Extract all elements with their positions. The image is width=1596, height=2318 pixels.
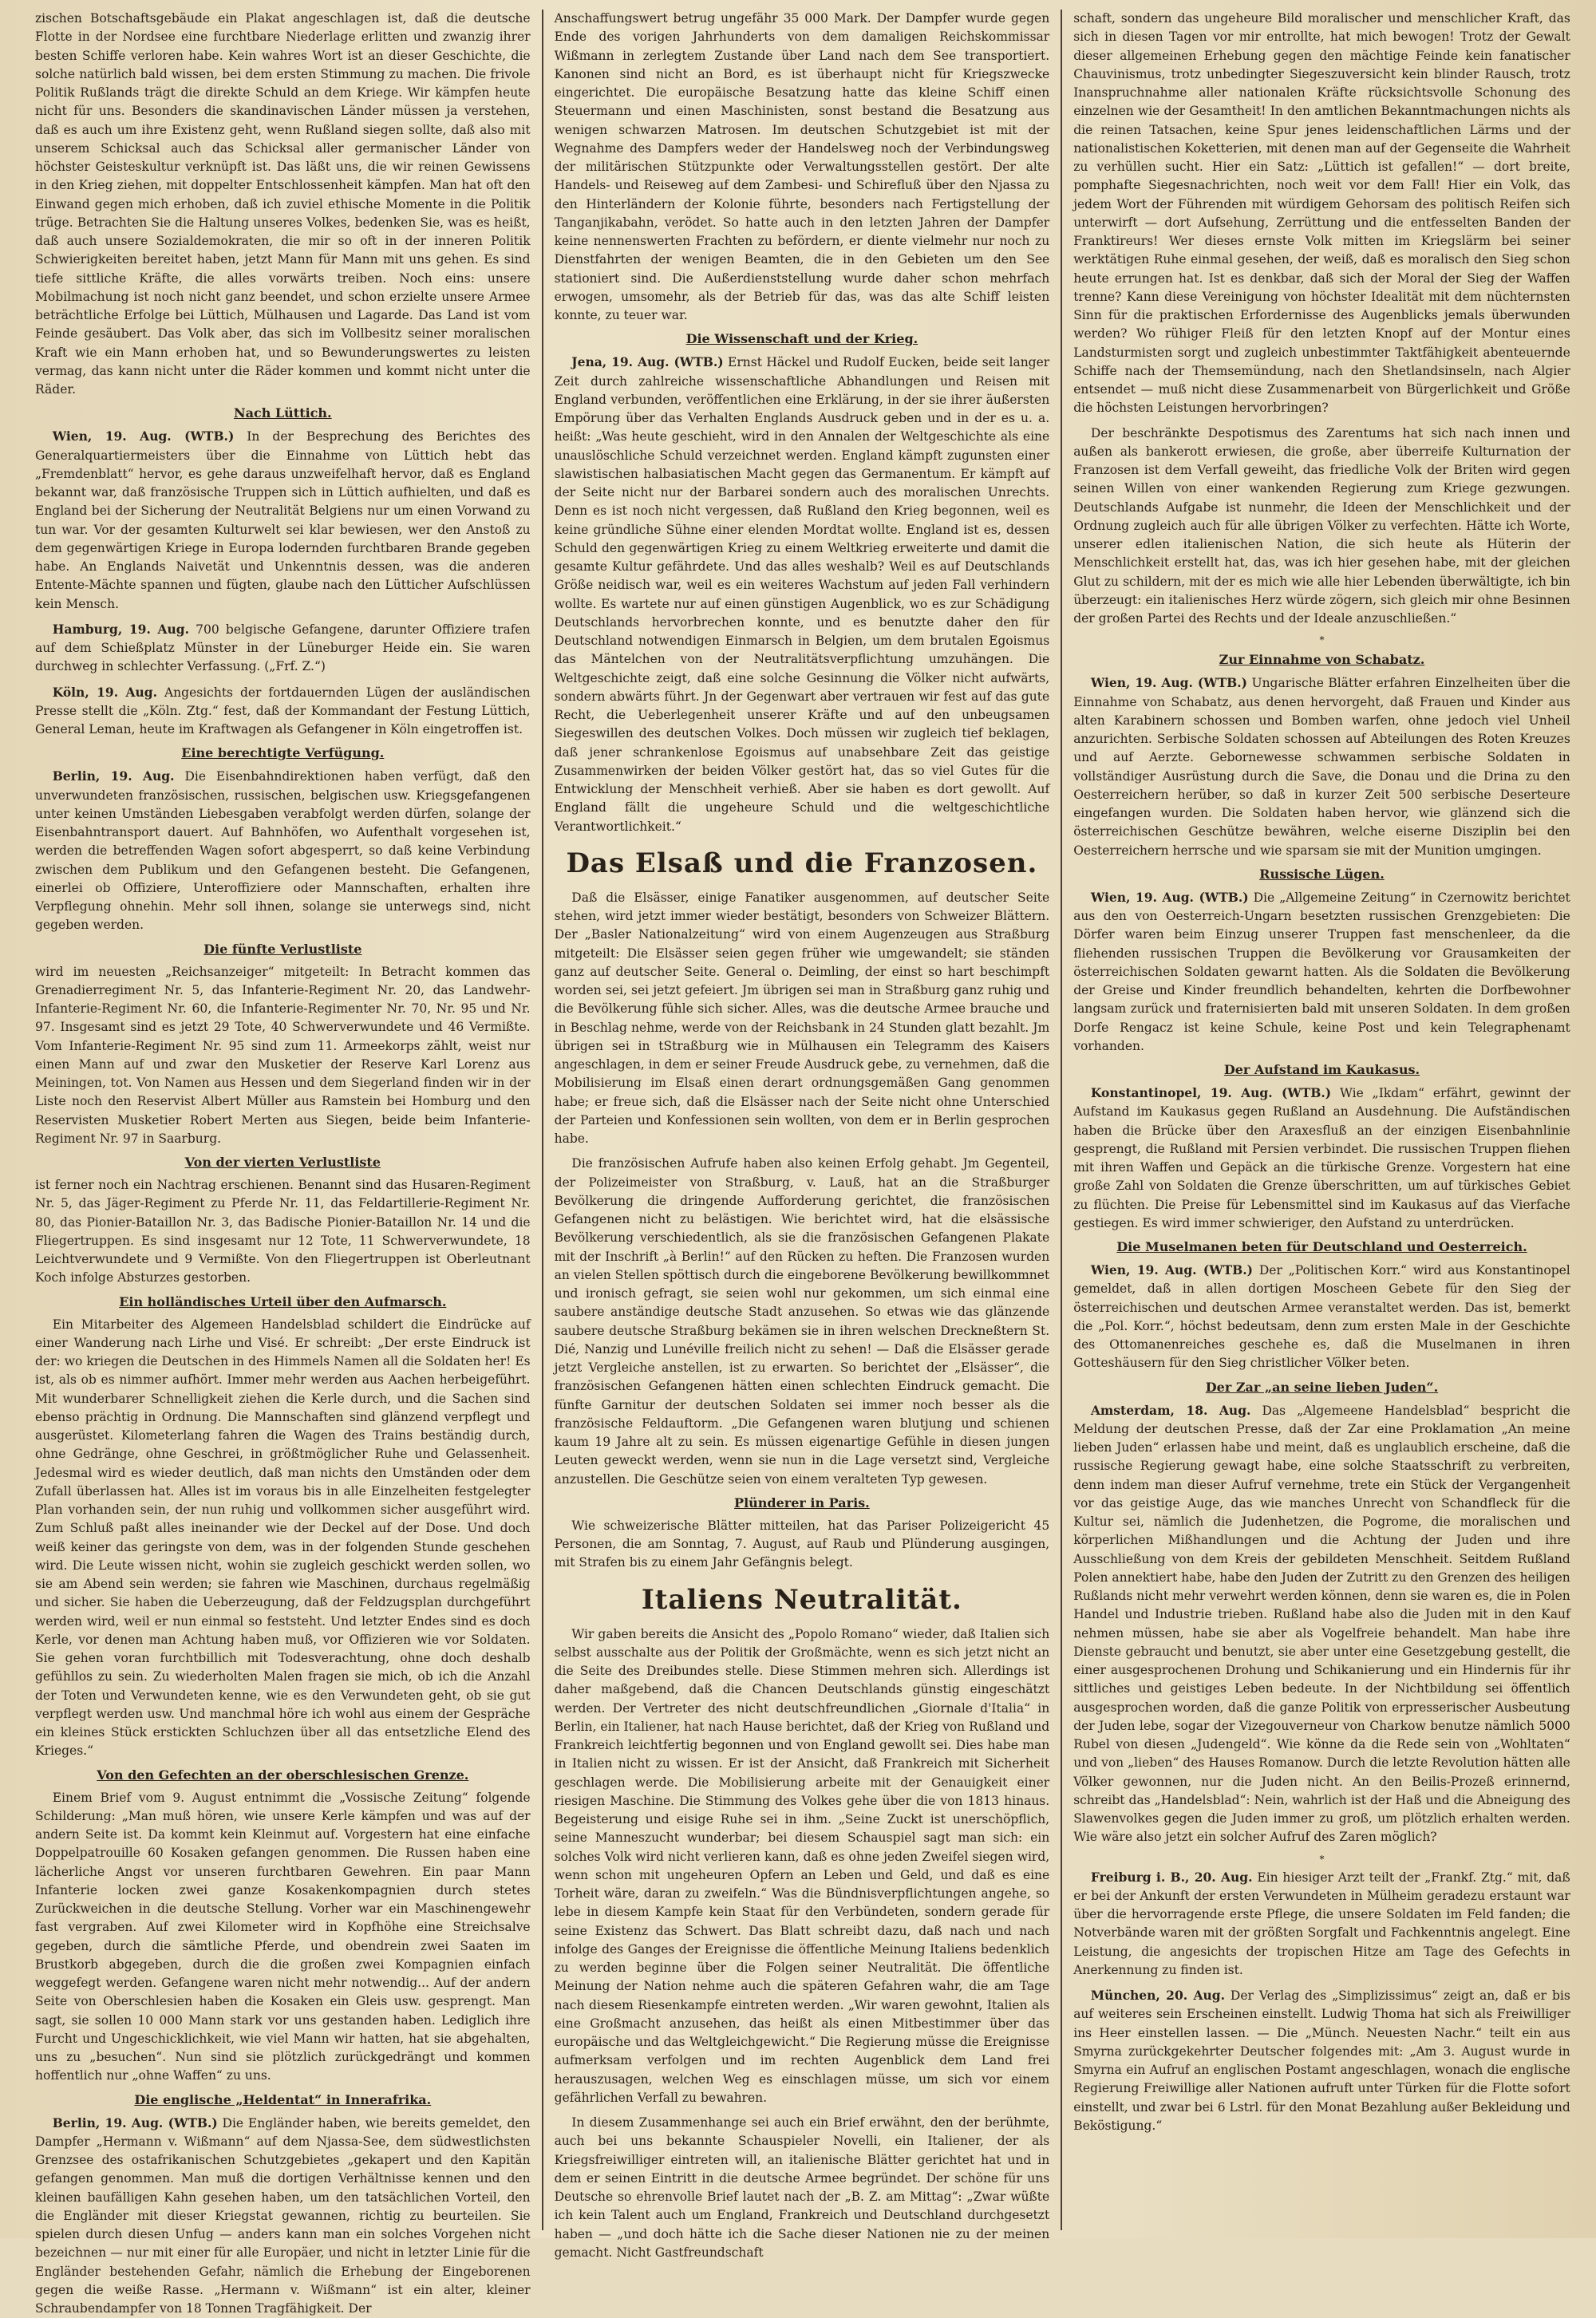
headline-italien: Italiens Neutralität.: [555, 1584, 1050, 1616]
headline-gefechten: Von den Gefechten an der oberschlesischen Grenze.: [35, 1767, 531, 1783]
article-text: 700 belgische Gefangene, darunter Offiziere trafen auf dem Schießplatz Münster in der Lüneburger Heide ein. Sie waren durchweg in schlechter Verfassung. („Frf. Z.“): [35, 622, 531, 674]
dateline: München, 20. Aug.: [1091, 1988, 1225, 2003]
article-wien-2: [1073, 673, 1570, 860]
headline-luettich: Nach Lüttich.: [35, 405, 531, 421]
dateline: Hamburg, 19. Aug.: [53, 622, 189, 637]
article-text: Die Eisenbahndirektionen haben verfügt, daß den unverwundeten französischen, russischen, belgischen usw. Kriegsgefangenen unter keinen Umständen Liebesgaben verabfolgt werden dürfen, solange der Eisenbahntransport dauert. Auf Bahnhöfen, wo Aufenthalt vorgesehen ist, werden die betreffenden Wagen sofort abgesperrt, so daß keine Verbindung zwischen dem Publikum und den Gefangenen besteht. Die Gefangenen, einerlei ob Offiziere, Unteroffiziere oder Mannschaften, erhalten ihre Verpflegung ohnehin. Mehr soll ihnen, solange sie unterwegs sind, nicht gegeben werden.: [35, 769, 531, 932]
article-text: ist ferner noch ein Nachtrag erschienen. Benannt sind das Husaren-Regiment Nr. 5, das Jäger-Regiment zu Pferde Nr. 11, das Feldartillerie-Regiment Nr. 80, das Pionier-Bataillon Nr. 3, das Badische Pionier-Bataillon Nr. 14 und die Fliegertruppen. Es sind insgesamt nur 12 Tote, 11 Schwerverwundete, 18 Leichtverwundete und 9 Vermißte. Von den Fliegertruppen ist Oberleutnant Koch infolge Absturzes gestorben.: [35, 1176, 531, 1288]
article-text: Wir gaben bereits die Ansicht des „Popolo Romano“ wieder, daß Italien sich selbst ausschalte aus der Politik der Großmächte, wenn es sich jetzt nicht an die Seite des Dreibundes stelle. Diese Stimmen mehren sich. Allerdings ist daher maßgebend, daß die Chancen Deutschlands günstig eingeschätzt werden. Der Vertreter des nicht deutschfreundlichen „Giornale d'Italia“ in Berlin, ein Italiener, hat nach Hause berichtet, daß der Krieg von Rußland und Frankreich leichtfertig begonnen und von England gewollt sei. Dies habe man in Italien nicht zu wissen. Er ist der Ansicht, daß Frankreich mit Sicherheit geschlagen werde. Die Mobilisierung arbeite mit der Genauigkeit einer riesigen Maschine. Die Stimmung des Volkes gehe über die von 1813 hinaus. Begeisterung und eisige Ruhe sei in ihm. „Seine Zuckt ist unerschöpflich, seine Manneszucht wunderbar; bei diesem Schauspiel sagt man sich: ein solches Volk wird nicht verlieren kann, daß es ohne jeden Zweifel siegen wird, wenn schon mit ungeheuren Opfern an Leben und Geld, und daß es eine Torheit wäre, daran zu zweifeln.“ Was die Bündnisverpflichtungen angehe, so lebe in diesem Kampfe kein Staat für den Verbündeten, sondern gerade für seine Existenz das Schwert. Das Blatt schreibt dazu, daß nach und nach infolge des Ganges der Ereignisse die öffentliche Meinung Italiens bedenklich zu werden beginne über die Folgen seiner Neutralität. Die öffentliche Meinung der Nation nehme auch die späteren Gefahren wahr, die am Tage nach diesem Riesenkampfe eintreten werden. „Wir waren gewohnt, Italien als eine Großmacht anzusehen, das heißt als einen Mitbestimmer über das europäische und das Weltgleichgewicht.“ Die Regierung müsse die Ereignisse aufmerksam verfolgen und im rechten Augenblick dem Land frei herauszusagen, welchen Weg es einschlagen müsse, um sich vor einem gefährlichen Verfall zu bewahren.: [555, 1625, 1050, 2108]
dateline: Konstantinopel, 19. Aug. (WTB.): [1091, 1085, 1331, 1100]
headline-elsass: Das Elsaß und die Franzosen.: [555, 847, 1050, 879]
headline-kaukasus: Der Aufstand im Kaukasus.: [1073, 1062, 1570, 1077]
columns: [24, 10, 1582, 2230]
article-text: In diesem Zusammenhange sei auch ein Brief erwähnt, den der berühmte, auch bei uns bekannte Schauspieler Novelli, ein Italiener, der als Kriegsfreiwilliger eintreten will, an italienische Blätter gerichtet hat und in dem er seinen Eintritt in die deutsche Armee begründet. Der schöne für uns Deutsche so ehrenvolle Brief lautet nach der „B. Z. am Mittag“: „Zwar wüßte ich kein Talent auch um England, Frankreich und Deutschland durchgesetzt haben — „und doch hätte ich die Sache dieser Nationen nie zu der meinen gemacht. Nicht Gastfreundschaft: [555, 2114, 1050, 2262]
article-text: schaft, sondern das ungeheure Bild moralischer und menschlicher Kraft, das sich in diesen Tagen vor mir entrollte, hat mich bewogen! Trotz der Gewalt dieser allgemeinen Erhebung gegen den mächtige Feinde kein fanatischer Chauvinismus, trotz unbedingter Siegeszuversicht kein blinder Rausch, trotz Inanspruchnahme aller nationalen Kräfte rücksichtsvolle Schonung des einzelnen wie der Gesamtheit! In den amtlichen Bekanntmachungen nichts als die reinen Tatsachen, keine Spur jenes leidenschaftlichen Lärms und der nationalistischen Koketterien, mit denen man auf der Gegenseite die Wahrheit zu verhüllen sucht. Hier ein Satz: „Lüttich ist gefallen!“ — dort breite, pomphafte Siegesnachrichten, noch weit vor dem Fall! Hier ein Volk, das jedem Wort der Führenden mit würdigem Gehorsam des politisch Reifen sich unterwirft — dort Aufsehung, Zerrüttung und die entfesselten Banden der Franktireurs! Wer dieses ernste Volk mitten im Kriegslärm bei seiner werktätigen Ruhe einmal gesehen, der weiß, daß es moralisch den Sieg schon heute errungen hat. Ist es denkbar, daß sich der Moral der Sieg der Waffen trenne? Kann diese Vereinigung von höchster Idealität mit dem nüchternsten Sinn für die praktischen Erfordernisse des Augenblicks jemals überwunden werden? Wo rühiger Fleiß für den letzten Knopf auf der Montur eines Landsturmisten sorgt und zugleich unbestimmter Taktfähigkeit abenteuernde Schiffe nach der Themsemündung, nach den Shetlandsinseln, nach Algier entsendet — muß nicht diese Zusammenarbeit von Bürgerlichkeit und Größe die höchsten Leistungen hervorbringen?: [1073, 10, 1570, 418]
article-text: Der „Politischen Korr.“ wird aus Konstantinopel gemeldet, daß in allen dortigen Moscheen Gebete für den Sieg der österreichischen und deutschen Armee veranstaltet werden. Das ist, bemerkt die „Pol. Korr.“, höchst bedeutsam, denn zum ersten Male in der Geschichte des Ottomanenreiches geschehe es, daß die Muselmanen in ihren Gotteshäusern für den Sieg christlicher Völker beten.: [1073, 1263, 1570, 1370]
article-amsterdam: [1073, 1401, 1570, 1847]
article-text: Ernst Häckel und Rudolf Eucken, beide seit langer Zeit durch zahlreiche wissenschaftliche Abhandlungen und Reisen mit England verbunden, veröffentlichen eine Erklärung, in der sie ihrer äußersten Empörung über das Verhalten Englands Ausdruck geben und in der es u. a. heißt: „Was heute geschieht, wird in den Annalen der Weltgeschichte als eine unauslöschliche Schuld verzeichnet werden. England kämpft zugunsten einer slawistischen halbasiatischen Macht gegen das Germanentum. Er kämpft auf der Seite nicht nur der Barbarei sondern auch des moralischen Unrechts. Denn es ist noch nicht vergessen, daß Rußland den Krieg begonnen, weil es keine gründliche Sühne einer elenden Mordtat wollte. England ist es, dessen Schuld den gegenwärtigen Krieg zu einem Weltkrieg erweiterte und damit die gesamte Kultur gefährdete. Und das alles weshalb? Weil es auf Deutschlands Größe neidisch war, weil es ein weiteres Wachstum auf jeden Fall verhindern wollte. Es wartete nur auf einen günstigen Augenblick, wo es zur Schädigung Deutschlands hervorbrechen konnte, und es benutzte daher den für Deutschland notwendigen Einmarsch in Belgien, um dem brutalen Egoismus das Mäntelchen von der Neutralitätsverpflichtung umzuhängen. Die Weltgeschichte zeigt, daß eine solche Gesinnung die Völker nicht aufwärts, sondern abwärts führt. Jn der Gegenwart aber vertrauen wir fest auf das gute Recht, die Ueberlegenheit unserer Kräfte und auf den unbeugsamen Siegeswillen des deutschen Volkes. Doch müssen wir zugleich tief beklagen, daß jener schrankenlose Egoismus auf unabsehbare Zeit das geistige Zusammenwirken der beiden Völker gestört hat, das so viel Gutes für die Entwicklung der Menschheit verhieß. Aber sie haben es dort gewollt. Auf England fällt die ungeheure Schuld und die weltgeschichtliche Verantwortlichkeit.“: [555, 355, 1050, 833]
headline-hollaendisch: Ein holländisches Urteil über den Aufmarsch.: [35, 1294, 531, 1309]
article-freiburg: [1073, 1868, 1570, 1980]
article-wien-3: [1073, 888, 1570, 1056]
article-berlin-2: [35, 2114, 531, 2318]
separator-star: *: [1073, 1854, 1570, 1865]
column-2: [543, 10, 1063, 2230]
article-wien-4: [1073, 1261, 1570, 1373]
article-koeln: [35, 683, 531, 740]
dateline: Wien, 19. Aug. (WTB.): [53, 428, 235, 444]
article-text: Die Engländer haben, wie bereits gemeldet, den Dampfer „Hermann v. Wißmann“ auf dem Njassa-See, dem südwestlichsten Grenzsee des ostafrikanischen Schutzgebietes „gekapert und den Kapitän gefangen genommen. Man muß die dortigen Verhältnisse kennen und den kleinen baufälligen Kahn gesehen haben, um den tatsächlichen Vorteil, den die Engländer mit dieser Kriegstat gewannen, richtig zu beurteilen. Sie spielen durch diesen Unfug — anders kann man ein solches Vorgehen nicht bezeichnen — nur mit einer für alle Europäer, und nicht in letzter Linie für die Engländer bestehenden Gefahr, nämlich die Erhebung der Eingeborenen gegen die weiße Rasse. „Hermann v. Wißmann“ ist ein alter, kleiner Schraubendampfer von 18 Tonnen Tragfähigkeit. Der: [35, 2116, 531, 2316]
dateline: Amsterdam, 18. Aug.: [1091, 1403, 1251, 1418]
headline-wissenschaft: Die Wissenschaft und der Krieg.: [555, 331, 1050, 346]
article-text: Die französischen Aufrufe haben also keinen Erfolg gehabt. Jm Gegenteil, der Polizeimeister von Straßburg, v. Lauß, hat an die Straßburger Bevölkerung die dringende Aufforderung gerichtet, die französischen Gefangenen nicht zu belästigen. Wie berichtet wird, hat die elsässische Bevölkerung verschiedentlich, als sie die französischen Gefangenen Plakate mit der Inschrift „à Berlin!“ auf den Rücken zu heften. Die Franzosen wurden an vielen Stellen spöttisch durch die eingeborene Bevölkerung bewillkommnet und ironisch gefragt, sie seien wohl nur gekommen, um sich einmal eine saubere anständige deutsche Stadt anzusehen. So etwas wie das glänzende saubere deutsche Straßburg bekämen sie in ihren welschen Dreckneßtern St. Dié, Nanzig und Lunéville freilich nicht zu sehen! — Daß die Elsässer gerade jetzt Vergleiche anstellen, ist zu erwarten. So berichtet der „Elsässer“, die französischen Gefangenen hätten einen schlechten Eindruck gemacht. Die fünfte Garnitur der deutschen Soldaten sei immer noch besser als die französische Feldauftorm. „Die Gefangenen waren blutjung und schienen kaum 19 Jahre alt zu sein. Es müssen eigenartige Gefühle in diesen jungen Leuten geweckt werden, wenn sie nun in die Lage versetzt sind, Vergleiche anzustellen. Die Geschütze seien von einem veralteten Typ gewesen.: [555, 1155, 1050, 1489]
headline-verfuegung: Eine berechtigte Verfügung.: [35, 745, 531, 760]
article-text: Ungarische Blätter erfahren Einzelheiten über die Einnahme von Schabatz, aus denen hervorgeht, daß Frauen und Kinder aus alten Karabinern schossen und Bomben warfen, ohne jedoch viel Unheil anzurichten. Serbische Soldaten schossen auf Abteilungen des Roten Kreuzes und auf Aerzte. Gebornewesse schwammen serbische Soldaten in vollständiger Ausrüstung durch die Save, die Donau und die Drina zu den Oesterreichern herüber, so daß in kurzer Zeit 500 serbische Deserteure eingefangen wurden. Die Soldaten haben hervor, wie glänzend sich die österreichischen Geschütze bewähren, welche eiserne Disziplin bei den Oesterreichern herrsche und wie sparsam sie mit der Munition umgingen.: [1073, 676, 1570, 857]
article-text: wird im neuesten „Reichsanzeiger“ mitgeteilt: In Betracht kommen das Grenadierregiment Nr. 5, das Infanterie-Regiment Nr. 20, das Landwehr-Infanterie-Regiment Nr. 60, die Infanterie-Regimenter Nr. 70, Nr. 95 und Nr. 97. Insgesamt sind es jetzt 29 Tote, 40 Schwerverwundete und 46 Vermißte. Vom Infanterie-Regiment Nr. 95 sind zum 11. Armeekorps zählt, weist nur einen Mann auf und zwar den Musketier der Reserve Karl Lorenz aus Meiningen, tot. Von Namen aus Hessen und dem Siegerland finden wir in der Liste noch den Reservist Albert Müller aus Ramstein bei Homburg und den Reservisten Musketier Robert Merten aus Siegen, beide beim Infanterie-Regiment Nr. 97 in Saarburg.: [35, 963, 531, 1149]
article-text: In der Besprechung des Berichtes des Generalquartiermeisters über die Einnahme von Lüttich hebt das „Fremdenblatt“ hervor, es gehe daraus unzweifelhaft hervor, daß es England bekannt war, daß französische Truppen sich in Lüttich aufhielten, und daß es England bei der Sicherung der Neutralität Belgiens nur um einen Vorwand zu tun war. Vor der gesamten Kulturwelt sei klar bewiesen, wer den Anstoß zu dem gegenwärtigen Kriege in Europa lodernden furchtbaren Brande gegeben habe. An Englands Naivetät und Unkenntnis dessen, was die anderen Entente-Mächte spannen und fügten, glaube nach den Lütticher Aufschlüssen kein Mensch.: [35, 429, 531, 610]
article-text: Ein hiesiger Arzt teilt der „Frankf. Ztg.“ mit, daß er bei der Ankunft der ersten Verwundeten in Mülheim geradezu erstaunt war über die hervorragende erste Pflege, die unsere Soldaten im Feld fanden; die Notverbände waren mit der größten Sorgfalt und Fachkenntnis angelegt. Eine Leistung, die angesichts der tropischen Hitze am Tage des Gefechts in Anerkennung zu finden ist.: [1073, 1870, 1570, 1977]
dateline: Wien, 19. Aug. (WTB.): [1091, 890, 1249, 905]
headline-verlustliste-4: Von der vierten Verlustliste: [35, 1155, 531, 1170]
dateline: Wien, 19. Aug. (WTB.): [1091, 675, 1247, 690]
headline-zar: Der Zar „an seine lieben Juden“.: [1073, 1380, 1570, 1395]
article-text: Wie schweizerische Blätter mitteilen, hat das Pariser Polizeigericht 45 Personen, die am Sonntag, 7. August, auf Raub und Plünderung ausgingen, mit Strafen bis zu einem Jahr Gefängnis belegt.: [555, 1517, 1050, 1573]
article-jena: [555, 353, 1050, 836]
dateline: Berlin, 19. Aug. (WTB.): [53, 2115, 218, 2130]
dateline: Freiburg i. B., 20. Aug.: [1091, 1870, 1253, 1885]
dateline: Jena, 19. Aug. (WTB.): [571, 354, 723, 369]
article-text: Angesichts der fortdauernden Lügen der ausländischen Presse stellt die „Köln. Ztg.“ fest, daß der Kommandant der Festung Lüttich, General Leman, heute im Kraftwagen als Gefangener in Köln eingetroffen ist.: [35, 685, 531, 737]
article-text: Anschaffungswert betrug ungefähr 35 000 Mark. Der Dampfer wurde gegen Ende des vorigen Jahrhunderts von dem damaligen Reichskommissar Wißmann in zerlegtem Zustande über Land nach dem See transportiert. Kanonen sind nicht an Bord, es ist überhaupt nicht für Kriegszwecke eingerichtet. Die europäische Besatzung hatte das kleine Schiff einen Steuermann und einen Maschinisten, sonst bestand die Besatzung aus wenigen schwarzen Matrosen. Im deutschen Schutzgebiet ist mit der Wegnahme des Dampfers weder der Handelsweg noch der Verbindungsweg der militärischen Stützpunkte oder Verwaltungsstellen gestört. Der alte Handels- und Reiseweg auf dem Zambesi- und Schirefluß über den Njassa zu den Hinterländern der Kolonie führte, besonders nach Fertigstellung der Tanganjikabahn, verödet. So hatte auch in den letzten Jahren der Dampfer keine nennenswerten Frachten zu befördern, er diente vielmehr nur noch zu Dienstfahrten der wenigen Beamten, die in den Gebieten um den See stationiert sind. Die Außerdienststellung wurde daher schon mehrfach erwogen, umsomehr, als der Betrieb für das, was das alte Schiff leisten konnte, zu teuer war.: [555, 10, 1050, 325]
article-text: Der beschränkte Despotismus des Zarentums hat sich nach innen und außen als bankerott erwiesen, die große, aber überreife Kulturnation der Franzosen ist dem Verfall geweiht, das friedliche Volk der Briten wird gegen seinen Willen von einer wankenden Regierung zum Kriege gezwungen. Deutschlands Aufgabe ist nunmehr, die Ideen der Menschlichkeit und der Ordnung zugleich auch für alle übrigen Völker zu verfechten. Hätte ich Worte, unserer edlen italienischen Nation, die sich heute als Hüterin der Menschlichkeit erstellt hat, das, was ich hier gesehen habe, mit der gleichen Glut zu schildern, mit der es mich wie alle hier Lebenden überwältigte, ich bin überzeugt: ein italienisches Herz würde zögern, sich gleich mir ohne Besinnen der großen Partei des Rechts und der Ideale anzuschließen.“: [1073, 425, 1570, 629]
headline-schabatz: Zur Einnahme von Schabatz.: [1073, 652, 1570, 667]
article-text: Das „Algemeene Handelsblad“ bespricht die Meldung der deutschen Presse, daß der Zar eine Proklamation „An meine lieben Juden“ erlassen habe und meint, daß es unglaublich erscheine, daß die russische Regierung gewagt habe, eine solche Staatsschrift zu verbreiten, denn indem man dieser Aufruf vernehme, trete ein Stück der Vergangenheit vor das geistige Auge, das wie manches Unrecht von Schandfleck für die Kultur sei, nämlich die Judenhetzen, die Pogrome, die moralischen und körperlichen Mißhandlungen und die Achtung der Juden und ihre Ausschließung von dem Kreis der gebildeten Menschheit. Seitdem Rußland Polen annektiert habe, habe den Juden der Zutritt zu den Grenzen des heiligen Rußlands nicht mehr verwehrt werden können, denn sie waren es, die in Polen Handel und Industrie trieben. Rußland habe also die Juden mit in den Kauf nehmen müssen, habe sie aber als Vogelfreie behandelt. Man habe ihre Dienste gebraucht und benutzt, sie aber unter eine Gesetzgebung gestellt, die einer ausgesprochenen Drohung und Schikanierung und ein Hindernis für ihr sittliches und geistiges Leben bedeute. In der Nichtbildung sei öffentlich ausgesprochen worden, daß die ganze Politik von erpresserischer Ausbeutung der Juden lebe, sogar der Vizegouverneur von Charkow benutze nämlich 5000 Rubel von diesen „Judengeld“. Wie könne da die Rede sein von „Wohltaten“ und von „lieben“ des Hauses Romanow. Durch die letzte Revolution hätten alle Völker gewonnen, nur die Juden nicht. An den Beilis-Prozeß erinnernd, schreibt das „Handelsblad“: Nein, wahrlich ist der Haß und die Abneigung des Slawenvolkes gegen die Juden immer zu groß, um plötzlich erhalten werden. Wie wäre also jetzt ein solcher Aufruf des Zaren möglich?: [1073, 1404, 1570, 1845]
article-text: Einem Brief vom 9. August entnimmt die „Vossische Zeitung“ folgende Schilderung: „Man muß hören, wie unsere Kerle kämpfen und was auf der andern Seite ist. Da kommt kein Kleinmut auf. Vorgestern hat eine einfache Doppelpatrouille 60 Kosaken gefangen genommen. Die Russen haben eine lächerliche Angst vor unseren furchtbaren Gewehren. Ein paar Mann Infanterie locken zwei ganze Kosakenkompagnien durch stetes Zurückweichen in die deutsche Stellung. Vorher war ein Maschinengewehr fast vergraben. Auf zwei Kilometer wird in Kopfhöhe eine Streichsalve gegeben, durch die sämtliche Pferde, und obendrein zwei Saaten im Brustkorb abgegeben, durch die die großen zwei Kompagnien einfach weggefegt werden. Gefangene waren nicht mehr notwendig... Auf der andern Seite von Oberschlesien haben die Kosaken ein Gleis usw. gesprengt. Man sagt, sie sollen 10 000 Mann stark vor uns gestanden haben. Lediglich ihre Furcht und Ungeschicklichkeit, wie viel Mann wir hatten, hat sie abgehalten, uns zu „besuchen“. Nun sind sie plötzlich zurückgedrängt und kommen hoffentlich nur „ohne Waffen“ zu uns.: [35, 1789, 531, 2086]
article-text: Der Verlag des „Simplizissimus“ zeigt an, daß er bis auf weiteres sein Erscheinen einstellt. Ludwig Thoma hat sich als Freiwilliger ins Heer einstellen lassen. — Die „Münch. Neuesten Nachr.“ teilt ein aus Smyrna zurückgekehrter Deutscher folgendes mit: „Am 3. August wurde in Smyrna ein Aufruf an englischen Postamt angeschlagen, wonach die englische Regierung Freiwillige aller Nationen aufruft unter Türken für die Flotte sofort einstellt, und zwar bei 6 Lstrl. für den Monat Bezahlung außer Bekleidung und Beköstigung.“: [1073, 1988, 1570, 2133]
column-3: [1062, 10, 1582, 2230]
article-text: Wie „Ikdam“ erfährt, gewinnt der Aufstand im Kaukasus gegen Rußland an Ausdehnung. Die Aufständischen haben die Brücke über den Araxesfluß an der einzigen Eisenbahnlinie gesprengt, die Rußland mit Persien verbindet. Die russischen Truppen fliehen mit ihren Waffen und Gepäck an die türkische Grenze. Vorgestern hat eine große Zahl von Soldaten die Grenze überschritten, um auf türkisches Gebiet zu flüchten. Die Preise für Lebensmittel sind im Kaukasus auf das Vierfache gestiegen. Es wird immer schwieriger, den Aufstand zu unterdrücken.: [1073, 1086, 1570, 1230]
separator-star: *: [1073, 634, 1570, 646]
article-berlin-1: [35, 767, 531, 934]
dateline: Köln, 19. Aug.: [53, 685, 157, 700]
headline-muselmanen: Die Muselmanen beten für Deutschland und Oesterreich.: [1073, 1239, 1570, 1254]
article-hamburg: [35, 620, 531, 677]
article-text: Daß die Elsässer, einige Fanatiker ausgenommen, auf deutscher Seite stehen, wird jetzt immer wieder bestätigt, besonders von Schweizer Blättern. Der „Basler Nationalzeitung“ wird von einem Augenzeugen aus Straßburg mitgeteilt: Die Elsässer seien gegen früher wie umgewandelt; sie ständen ganz auf deutscher Seite. General o. Deimling, der einst so hart beschimpft worden sei, sei jetzt gefeiert. Jm übrigen sei man in Straßburg ganz ruhig und die Bevölkerung fühle sich sicher. Alles, was die deutsche Armee brauche und in Beschlag nehme, werde von der Reichsbank in 24 Stunden glatt bezahlt. Jm übrigen sei in tStraßburg wie in Mülhausen ein Telegramm des Kaisers angeschlagen, in dem er seiner Freude Ausdruck gebe, zu vernehmen, daß die Mobilisierung im Elsaß einen derart ordnungsgemäßen Gang genommen habe; er freue sich, daß die Elsässer nach der Seite nicht ohne Unterschied der Parteien und Konfessionen sein wollten, von dem er in Berlin gesprochen habe.: [555, 889, 1050, 1149]
article-konstantinopel: [1073, 1084, 1570, 1233]
article-muenchen: [1073, 1986, 1570, 2135]
column-1: [24, 10, 543, 2230]
headline-russische-luegen: Russische Lügen.: [1073, 867, 1570, 882]
article-text: zischen Botschaftsgebäude ein Plakat angeschlagen ist, daß die deutsche Flotte in der Nordsee eine furchtbare Niederlage erlitten und zwanzig ihrer besten Schiffe verloren habe. Kein wahres Wort ist an dieser Geschichte, die solche natürlich bald wissen, bei dem ersten Stimmung zu machen. Die frivole Politik Rußlands trägt die direkte Schuld an dem Kriege. Wir kämpfen heute nicht für uns. Besonders die skandinavischen Länder müssen ja verstehen, daß es auch um ihre Existenz geht, wenn Rußland siegen sollte, daß also mit unserem Schicksal auch das Schicksal aller germanischer Länder von höchster Geisteskultur verknüpft ist. Das läßt uns, die wir reinen Gewissens in den Krieg ziehen, mit doppelter Entschlossenheit kämpfen. Man hat oft den Einwand gegen mich erhoben, daß ich zuviel ethische Momente in die Politik trüge. Betrachten Sie die Haltung unseres Volkes, bedenken Sie, was es heißt, daß auch unsere Sozialdemokraten, die mir so oft in der inneren Politik Schwierigkeiten bereitet haben, jetzt Mann für Mann mit uns gehen. Es sind tiefe sittliche Kräfte, die alles vorwärts treiben. Noch eins: unsere Mobilmachung ist noch nicht ganz beendet, und schon erzielte unsere Armee beträchtliche Erfolge bei Lüttich, Mülhausen und Lagarde. Das Land ist vom Feinde gesäubert. Das Volk aber, das sich im Vollbesitz seiner moralischen Kraft wie ein Mann erhoben hat, und so Bewunderungswertes zu leisten vermag, das kann nicht unter die Räder kommen und kommt nicht unter die Räder.: [35, 10, 531, 399]
headline-heldentat: Die englische „Heldentat“ in Innerafrika.: [35, 2092, 531, 2107]
headline-pluenderer: Plünderer in Paris.: [555, 1495, 1050, 1510]
headline-verlustliste-5: Die fünfte Verlustliste: [35, 942, 531, 957]
dateline: Berlin, 19. Aug.: [53, 768, 175, 784]
article-text: Ein Mitarbeiter des Algemeen Handelsblad schildert die Eindrücke auf einer Wanderung nach Lirhe und Visé. Er schreibt: „Der erste Eindruck ist der: wo kriegen die Deutschen in des Himmels Namen all die Soldaten her! Es ist, als ob es nimmer aufhört. Immer mehr werden aus Aachen herbeigeführt. Mit wunderbarer Schnelligkeit ziehen die Kerle durch, und die Sachen sind ebenso prächtig in Ordnung. Die Mannschaften sind glänzend verpflegt und ausgerüstet. Kilometerlang fahren die Wagen des Trains beständig durch, ohne Gedränge, ohne Geschrei, in größtmöglicher Ruhe und Gelassenheit. Jedesmal wird es wieder deutlich, daß man nichts den Umständen oder dem Zufall überlassen hat. Alles ist im voraus bis in alle Einzelheiten festgelegter Plan vorhanden sein, der nun ruhig und vollkommen sicher ausgeführt wird. Zum Schluß paßt alles ineinander wie der Deckel auf der Dose. Und doch weiß keiner das geringste von dem, was in der folgenden Stunde geschehen wird. Die Leute wissen nicht, wohin sie zugleich geschickt werden sollen, wo sie am Abend sein werden; sie fahren wie Maschinen, durchaus regelmäßig und sicher. Sie haben die Ueberzeugung, daß der Feldzugsplan durchgeführt werden wird, weil er nun einmal so feststeht. Und letzter Endes sind es doch Kerle, vor denen man Achtung haben muß, vor Offizieren wie vor Soldaten. Sie gehen voran furchtbillich mit Todesverachtung, ohne doch deshalb gefühllos zu sein. Zu wiederholten Malen fragen sie mich, ob ich die Anzahl der Toten und Verwundeten kenne, wie es den Verwundeten geht, ob sie gut verpflegt werden usw. Und manchmal höre ich wohl aus einem der Gespräche ein kleines Stück erstickten Schluchzen über all das entsetzliche Elend des Krieges.“: [35, 1316, 531, 1761]
article-text: Die „Allgemeine Zeitung“ in Czernowitz berichtet aus den von Oesterreich-Ungarn besetzten russischen Grenzgebieten: Die Dörfer waren beim Einzug unserer Truppen fast menschenleer, da die fliehenden russischen Truppen die Bevölkerung vor Grausamkeiten der österreichischen Soldaten gewarnt hatten. Als die Soldaten die Bevölkerung der Greise und Kinder freundlich behandelten, kehrten die Dorfbewohner langsam zurück und fraternisierten bald mit unseren Soldaten. In dem großen Dorfe Rengacz ist keine Schule, keine Post und kein Telegraphenamt vorhanden.: [1073, 890, 1570, 1053]
dateline: Wien, 19. Aug. (WTB.): [1091, 1262, 1253, 1277]
article-wien-1: [35, 427, 531, 614]
